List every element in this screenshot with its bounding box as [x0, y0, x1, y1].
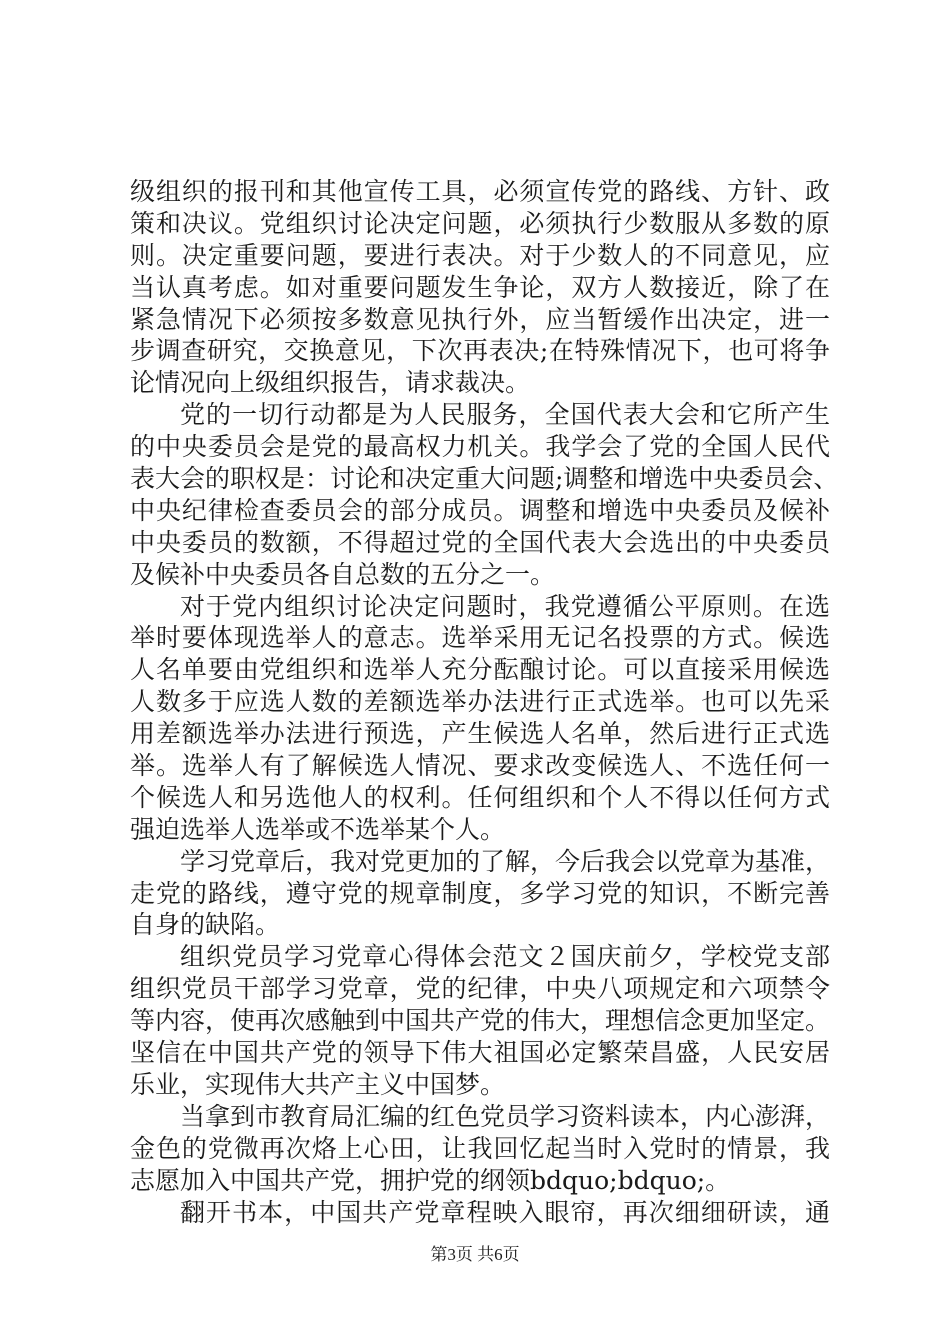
text-line: 级组织的报刊和其他宣传工具，必须宣传党的路线、方针、政: [130, 177, 830, 206]
text-line: 举。选举人有了解候选人情况、要求改变候选人、不选任何一: [130, 751, 830, 781]
text-line: 当认真考虑。如对重要问题发生争论，双方人数接近，除了在: [130, 272, 830, 302]
paragraph-first-line: 翻开书本，中国共产党章程映入眼帘，再次细细研读，通: [180, 1197, 830, 1227]
text-line: 则。决定重要问题，要进行表决。对于少数人的不同意见，应: [130, 240, 830, 270]
text-line: 中央委员的数额，不得超过党的全国代表大会选出的中央委员: [130, 527, 830, 557]
text-line: 坚信在中国共产党的领导下伟大祖国必定繁荣昌盛，人民安居: [130, 1038, 830, 1068]
text-line: 中央纪律检查委员会的部分成员。调整和增选中央委员及候补: [130, 495, 830, 525]
text-line: 用差额选举办法进行预选，产生候选人名单，然后进行正式选: [130, 719, 830, 749]
text-line: 步调查研究，交换意见，下次再表决;在特殊情况下，也可将争: [130, 336, 830, 366]
text-line: 紧急情况下必须按多数意见执行外，应当暂缓作出决定，进一: [130, 304, 830, 334]
document-body: [130, 176, 839, 1228]
text-line: 等内容，使再次感触到中国共产党的伟大，理想信念更加坚定。: [130, 1006, 831, 1036]
paragraph-first-line: 学习党章后，我对党更加的了解，今后我会以党章为基准，: [180, 846, 831, 876]
paragraph-first-line: 当拿到市教育局汇编的红色党员学习资料读本，内心澎湃，: [180, 1101, 831, 1131]
text-line: 表大会的职权是：讨论和决定重大问题;调整和增选中央委员会、: [130, 464, 839, 494]
text-line: 金色的党微再次烙上心田，让我回忆起当时入党时的情景，我: [130, 1133, 830, 1163]
text-line: 个候选人和另选他人的权利。任何组织和个人不得以任何方式: [130, 782, 830, 812]
page-number-footer: 第3页 共6页: [430, 1245, 520, 1264]
text-line: 人名单要由党组织和选举人充分酝酿讨论。可以直接采用候选: [130, 655, 830, 685]
text-line: 人数多于应选人数的差额选举办法进行正式选举。也可以先采: [130, 687, 830, 717]
paragraph-first-line: 党的一切行动都是为人民服务，全国代表大会和它所产生: [180, 400, 830, 430]
text-line: 举时要体现选举人的意志。选举采用无记名投票的方式。候选: [130, 623, 830, 653]
text-line: 志愿加入中国共产党，拥护党的纲领bdquo;bdquo;。: [130, 1165, 731, 1195]
text-line: 走党的路线，遵守党的规章制度，多学习党的知识，不断完善: [130, 878, 830, 908]
text-line: 自身的缺陷。: [130, 910, 281, 940]
text-line: 组织党员干部学习党章，党的纪律，中央八项规定和六项禁令: [130, 974, 830, 1004]
paragraph-first-line: 组织党员学习党章心得体会范文２国庆前夕，学校党支部: [180, 942, 830, 972]
text-line: 的中央委员会是党的最高权力机关。我学会了党的全国人民代: [130, 432, 830, 462]
text-line: 强迫选举人选举或不选举某个人。: [130, 814, 506, 844]
text-line: 论情况向上级组织报告，请求裁决。: [130, 368, 531, 398]
text-line: 策和决议。党组织讨论决定问题，必须执行少数服从多数的原: [130, 208, 830, 238]
paragraph-first-line: 对于党内组织讨论决定问题时，我党遵循公平原则。在选: [180, 591, 830, 621]
text-line: 乐业，实现伟大共产主义中国梦。: [130, 1069, 506, 1099]
text-line: 及候补中央委员各自总数的五分之一。: [130, 559, 556, 589]
